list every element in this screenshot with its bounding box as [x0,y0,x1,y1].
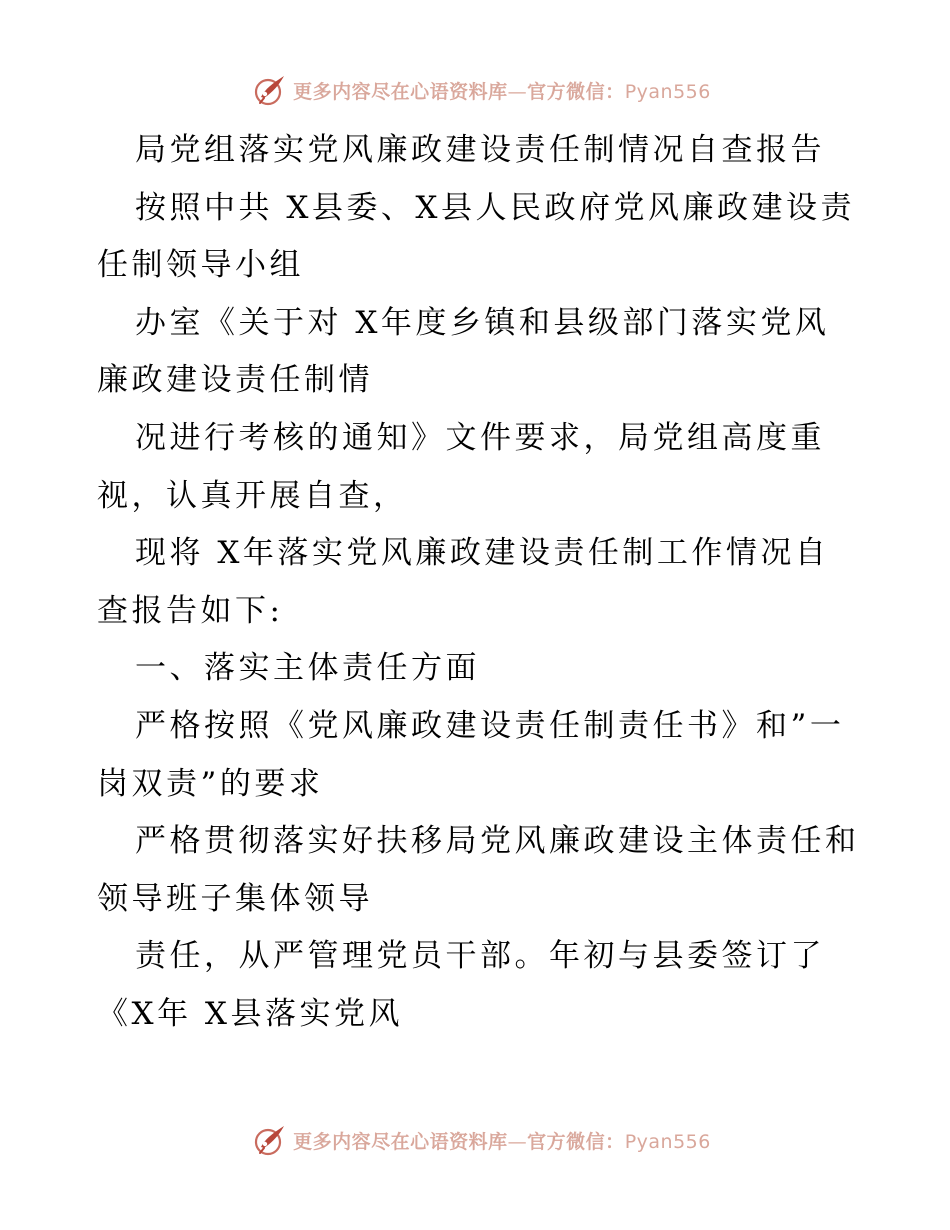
document-line: 《X年 X县落实党风 [97,995,403,1032]
document-line: 廉政建设责任制情 [97,362,373,399]
document-line: 办室《关于对 X年度乡镇和县级部门落实党风 [135,304,830,341]
footer-watermark [0,1120,950,1160]
watermark-separator: — [507,80,528,103]
document-body [97,122,867,1044]
watermark-main-text: 更多内容尽在心语资料库 [293,1130,508,1153]
quill-logo-icon [253,1123,287,1157]
watermark-group [253,1123,711,1157]
document-line: 按照中共 X县委、X县人民政府党风廉政建设责 [135,189,855,226]
watermark-wechat-id: Pyan556 [624,1130,711,1153]
document-line: 严格贯彻落实好扶移局党风廉政建设主体责任和 [135,823,860,860]
watermark-main-text: 更多内容尽在心语资料库 [293,80,508,103]
header-watermark [0,70,950,110]
quill-logo-icon [253,73,287,107]
watermark-group [253,73,711,107]
document-line: 领导班子集体领导 [97,880,373,917]
watermark-label: 官方微信： [527,1130,625,1153]
document-line: 局党组落实党风廉政建设责任制情况自查报告 [135,132,825,168]
watermark-label: 官方微信： [527,80,625,103]
document-line: 况进行考核的通知》文件要求，局党组高度重 [135,419,825,456]
document-line: 视，认真开展自查， [97,477,408,514]
watermark-text [293,1127,711,1154]
document-line: 查报告如下: [97,592,284,629]
watermark-separator: — [507,1130,528,1153]
document-line: 责任，从严管理党员干部。年初与县委签订了 [135,938,825,975]
watermark-text [293,77,711,104]
document-line: 严格按照《党风廉政建设责任制责任书》和”一 [135,707,845,744]
document-line: 岗双责”的要求 [97,765,324,802]
watermark-wechat-id: Pyan556 [624,80,711,103]
document-line: 任制领导小组 [97,247,304,284]
document-line: 一、落实主体责任方面 [135,650,480,687]
document-line: 现将 X年落实党风廉政建设责任制工作情况自 [135,535,830,572]
